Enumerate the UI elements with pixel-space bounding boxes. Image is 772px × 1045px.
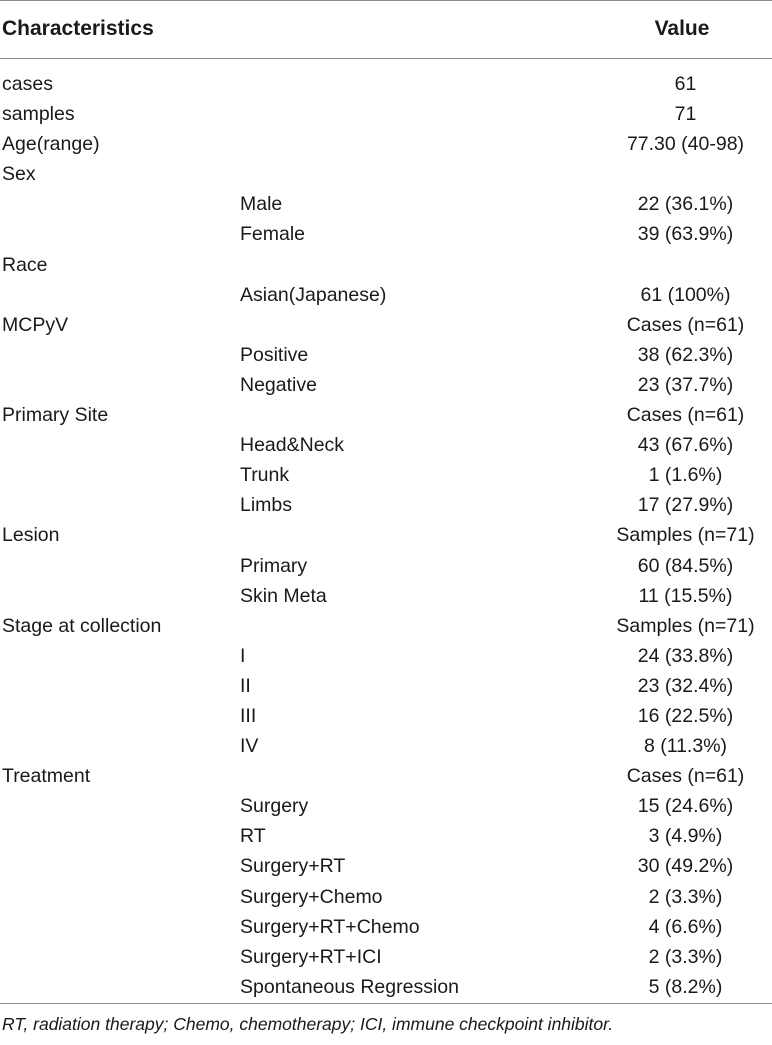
row-value: 1 (1.6%) (648, 464, 723, 487)
row-category: MCPyV (2, 313, 69, 336)
row-subcategory: Surgery+Chemo (240, 885, 383, 908)
table-bottom-rule (0, 1003, 772, 1004)
row-category: Sex (2, 163, 36, 186)
row-value: 17 (27.9%) (637, 494, 734, 517)
table-row (0, 400, 772, 430)
table-row (0, 520, 772, 550)
table-row (0, 851, 772, 881)
row-value: 43 (67.6%) (637, 434, 734, 457)
table-row (0, 731, 772, 761)
row-subcategory: Female (240, 223, 306, 246)
row-subcategory: Positive (240, 343, 309, 366)
table-row (0, 581, 772, 611)
row-category: Stage at collection (2, 614, 162, 637)
row-category: Treatment (2, 765, 91, 788)
table-row (0, 460, 772, 490)
table-row (0, 430, 772, 460)
table-row (0, 821, 772, 851)
table-row (0, 250, 772, 280)
row-value: 39 (63.9%) (637, 223, 734, 246)
row-value: 2 (3.3%) (648, 885, 723, 908)
row-value: 11 (15.5%) (638, 584, 733, 607)
row-subcategory: Surgery+RT+ICI (240, 945, 382, 968)
row-subcategory: Spontaneous Regression (240, 975, 459, 998)
row-category: Age(range) (2, 133, 100, 156)
row-value: 77.30 (40-98) (626, 133, 745, 156)
header-characteristics: Characteristics (2, 17, 154, 40)
table-header-rule (0, 58, 772, 59)
table-row (0, 791, 772, 821)
table-row (0, 551, 772, 581)
table-row (0, 340, 772, 370)
row-value: 3 (4.9%) (648, 825, 723, 848)
row-value: Samples (n=71) (616, 614, 755, 637)
row-value: 23 (37.7%) (637, 373, 734, 396)
row-value: 5 (8.2%) (648, 975, 723, 998)
row-value: 15 (24.6%) (637, 795, 734, 818)
row-subcategory: Skin Meta (240, 584, 327, 607)
table-row (0, 370, 772, 400)
row-value: 4 (6.6%) (648, 915, 723, 938)
table-footnote: RT, radiation therapy; Chemo, chemotherapy; ICI, immune checkpoint inhibitor. (2, 1014, 614, 1034)
row-value: 2 (3.3%) (648, 945, 723, 968)
table-row (0, 912, 772, 942)
row-value: Cases (n=61) (626, 765, 745, 788)
table-row (0, 280, 772, 310)
table-row (0, 219, 772, 249)
row-subcategory: RT (240, 825, 266, 848)
row-subcategory: Trunk (240, 464, 290, 487)
row-subcategory: Surgery+RT (240, 855, 346, 878)
row-value: Samples (n=71) (616, 524, 755, 547)
row-value: 61 (100%) (640, 283, 731, 306)
table-row (0, 159, 772, 189)
row-subcategory: Male (240, 193, 283, 216)
table-row (0, 310, 772, 340)
row-category: Lesion (2, 524, 60, 547)
row-value: 16 (22.5%) (637, 704, 734, 727)
row-value: 22 (36.1%) (637, 193, 734, 216)
row-subcategory: Surgery+RT+Chemo (240, 915, 420, 938)
header-value: Value (654, 17, 710, 40)
row-value: 30 (49.2%) (637, 855, 734, 878)
row-value: 23 (32.4%) (637, 674, 734, 697)
table-row (0, 611, 772, 641)
row-value: 60 (84.5%) (637, 554, 734, 577)
row-subcategory: Limbs (240, 494, 293, 517)
row-category: cases (2, 73, 53, 95)
table-row (0, 701, 772, 731)
row-subcategory: Surgery (240, 795, 309, 818)
row-value: Cases (n=61) (626, 313, 745, 336)
table-row (0, 972, 772, 1002)
row-value: Cases (n=61) (626, 404, 745, 427)
row-subcategory: I (240, 644, 246, 667)
row-subcategory: Asian(Japanese) (240, 283, 387, 306)
row-subcategory: II (240, 674, 251, 697)
row-category: Primary Site (2, 404, 109, 427)
row-subcategory: Primary (240, 554, 308, 577)
table-row (0, 490, 772, 520)
table-row (0, 129, 772, 159)
row-subcategory: III (240, 704, 257, 727)
row-value: 38 (62.3%) (637, 343, 734, 366)
table-row (0, 641, 772, 671)
table-row (0, 761, 772, 791)
row-value: 24 (33.8%) (637, 644, 734, 667)
row-value: 61 (674, 73, 697, 95)
row-value: 8 (11.3%) (643, 735, 728, 758)
table-row (0, 189, 772, 219)
row-category: Race (2, 253, 48, 276)
row-category: samples (2, 103, 75, 126)
table-row (0, 69, 772, 99)
row-value: 71 (674, 103, 697, 126)
row-subcategory: IV (240, 735, 259, 758)
table-row (0, 99, 772, 129)
row-subcategory: Head&Neck (240, 434, 345, 457)
table-body (0, 69, 772, 1002)
row-subcategory: Negative (240, 373, 317, 396)
table-row (0, 882, 772, 912)
table-row (0, 671, 772, 701)
table-row (0, 942, 772, 972)
